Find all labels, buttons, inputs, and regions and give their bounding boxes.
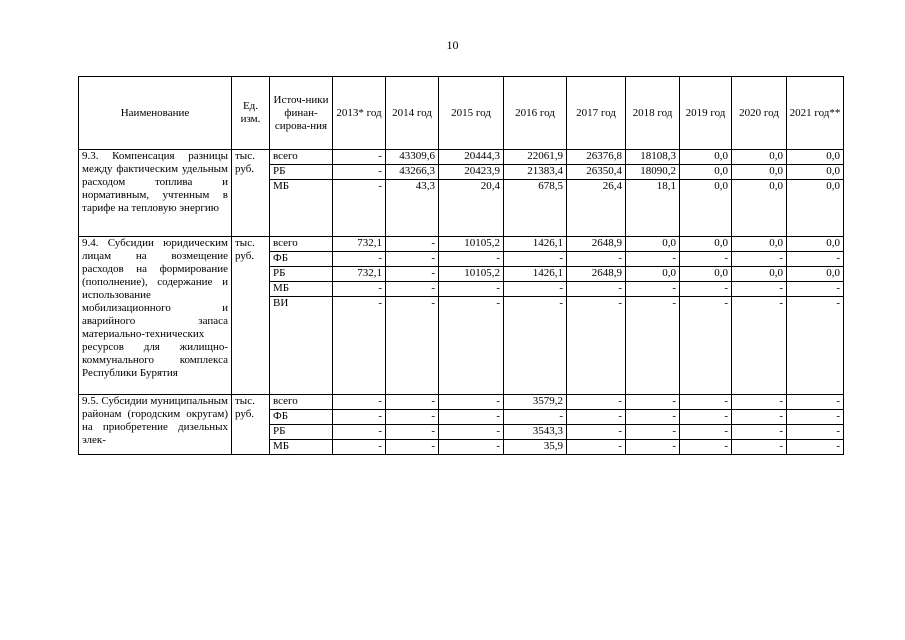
value-cell: - <box>787 395 844 410</box>
value-cell: 0,0 <box>680 180 732 237</box>
item-name-cell: 9.5. Субсидии муниципальным районам (городским округам) на приобретение дизельных элек- <box>79 395 232 455</box>
value-cell: 0,0 <box>626 237 680 252</box>
value-cell: - <box>732 410 787 425</box>
value-cell: - <box>439 440 504 455</box>
value-cell: 0,0 <box>680 237 732 252</box>
value-cell: - <box>787 252 844 267</box>
value-cell: 20444,3 <box>439 150 504 165</box>
value-cell: - <box>333 410 386 425</box>
value-cell: - <box>626 252 680 267</box>
column-header-2018: 2018 год <box>626 77 680 150</box>
table-body <box>79 150 844 455</box>
value-cell: - <box>439 395 504 410</box>
value-cell: - <box>626 440 680 455</box>
value-cell: - <box>787 410 844 425</box>
value-cell: - <box>386 410 439 425</box>
value-cell: 0,0 <box>732 267 787 282</box>
value-cell: - <box>567 425 626 440</box>
value-cell: - <box>567 252 626 267</box>
value-cell: - <box>439 297 504 395</box>
value-cell: - <box>386 440 439 455</box>
value-cell: 732,1 <box>333 267 386 282</box>
value-cell: 26376,8 <box>567 150 626 165</box>
value-cell: 0,0 <box>787 150 844 165</box>
value-cell: - <box>333 165 386 180</box>
value-cell: 0,0 <box>787 165 844 180</box>
value-cell: 3579,2 <box>504 395 567 410</box>
value-cell: 26350,4 <box>567 165 626 180</box>
page-number: 10 <box>446 38 459 52</box>
value-cell: 0,0 <box>787 237 844 252</box>
value-cell: - <box>333 440 386 455</box>
column-header-2019: 2019 год <box>680 77 732 150</box>
value-cell: - <box>732 425 787 440</box>
value-cell: - <box>386 297 439 395</box>
funding-source-cell: РБ <box>270 165 333 180</box>
budget-table <box>78 76 844 455</box>
item-name-cell: 9.4. Субсидии юридическим лицам на возмещение расходов на формирование (пополнение), содержание и использование мобилизационного и аварийного запаса материально-технических ресурсов для жилищно-коммунального комплекса Республики Бурятия <box>79 237 232 395</box>
value-cell: - <box>567 395 626 410</box>
value-cell: 20423,9 <box>439 165 504 180</box>
value-cell: 0,0 <box>680 165 732 180</box>
column-header-2013: 2013* год <box>333 77 386 150</box>
value-cell: - <box>567 297 626 395</box>
value-cell: - <box>626 410 680 425</box>
column-header-2014: 2014 год <box>386 77 439 150</box>
value-cell: - <box>439 282 504 297</box>
unit-cell: тыс. руб. <box>232 150 270 237</box>
funding-source-cell: всего <box>270 237 333 252</box>
funding-source-cell: ФБ <box>270 410 333 425</box>
value-cell: - <box>787 440 844 455</box>
value-cell: - <box>333 180 386 237</box>
value-cell: - <box>439 425 504 440</box>
column-header-source: Источ-ники финан-сирова-ния <box>270 77 333 150</box>
value-cell: - <box>333 425 386 440</box>
column-header-2021: 2021 год** <box>787 77 844 150</box>
value-cell: 2648,9 <box>567 237 626 252</box>
value-cell: - <box>680 440 732 455</box>
value-cell: - <box>680 297 732 395</box>
value-cell: - <box>626 395 680 410</box>
value-cell: - <box>567 410 626 425</box>
value-cell: 0,0 <box>626 267 680 282</box>
value-cell: - <box>504 252 567 267</box>
column-header-2015: 2015 год <box>439 77 504 150</box>
value-cell: 2648,9 <box>567 267 626 282</box>
value-cell: - <box>386 267 439 282</box>
value-cell: 0,0 <box>732 165 787 180</box>
header-row <box>79 77 844 150</box>
value-cell: - <box>626 425 680 440</box>
unit-cell: тыс. руб. <box>232 395 270 455</box>
value-cell: - <box>787 297 844 395</box>
funding-source-cell: ВИ <box>270 297 333 395</box>
value-cell: - <box>732 395 787 410</box>
funding-source-cell: РБ <box>270 267 333 282</box>
funding-source-cell: ФБ <box>270 252 333 267</box>
column-header-2016: 2016 год <box>504 77 567 150</box>
funding-source-cell: всего <box>270 150 333 165</box>
value-cell: 18,1 <box>626 180 680 237</box>
value-cell: - <box>680 410 732 425</box>
value-cell: - <box>504 297 567 395</box>
unit-cell: тыс. руб. <box>232 237 270 395</box>
value-cell: 732,1 <box>333 237 386 252</box>
value-cell: 35,9 <box>504 440 567 455</box>
value-cell: - <box>787 282 844 297</box>
funding-source-cell: РБ <box>270 425 333 440</box>
value-cell: - <box>386 237 439 252</box>
value-cell: - <box>386 425 439 440</box>
value-cell: 10105,2 <box>439 267 504 282</box>
value-cell: 18090,2 <box>626 165 680 180</box>
value-cell: 21383,4 <box>504 165 567 180</box>
value-cell: - <box>732 282 787 297</box>
value-cell: - <box>439 410 504 425</box>
value-cell: - <box>504 410 567 425</box>
value-cell: 43309,6 <box>386 150 439 165</box>
table-row <box>79 150 844 165</box>
value-cell: 0,0 <box>680 267 732 282</box>
value-cell: - <box>567 440 626 455</box>
value-cell: - <box>732 297 787 395</box>
value-cell: - <box>787 425 844 440</box>
value-cell: - <box>680 425 732 440</box>
value-cell: 43,3 <box>386 180 439 237</box>
value-cell: - <box>333 282 386 297</box>
value-cell: - <box>732 252 787 267</box>
value-cell: 0,0 <box>680 150 732 165</box>
value-cell: 1426,1 <box>504 267 567 282</box>
value-cell: 0,0 <box>787 267 844 282</box>
value-cell: - <box>567 282 626 297</box>
value-cell: 0,0 <box>732 150 787 165</box>
value-cell: 26,4 <box>567 180 626 237</box>
value-cell: 0,0 <box>787 180 844 237</box>
funding-source-cell: МБ <box>270 180 333 237</box>
value-cell: 678,5 <box>504 180 567 237</box>
value-cell: - <box>732 440 787 455</box>
value-cell: - <box>333 297 386 395</box>
column-header-unit: Ед. изм. <box>232 77 270 150</box>
value-cell: - <box>386 282 439 297</box>
value-cell: - <box>626 297 680 395</box>
table-header <box>79 77 844 150</box>
value-cell: - <box>504 282 567 297</box>
funding-source-cell: всего <box>270 395 333 410</box>
value-cell: - <box>680 395 732 410</box>
value-cell: 22061,9 <box>504 150 567 165</box>
value-cell: - <box>386 252 439 267</box>
value-cell: 18108,3 <box>626 150 680 165</box>
value-cell: 1426,1 <box>504 237 567 252</box>
value-cell: - <box>333 252 386 267</box>
value-cell: - <box>439 252 504 267</box>
value-cell: 0,0 <box>732 180 787 237</box>
table-row <box>79 237 844 252</box>
item-name-cell: 9.3. Компенсация разницы между фактическим удельным расходом топлива и нормативным, учтенным в тарифе на тепловую энергию <box>79 150 232 237</box>
value-cell: 3543,3 <box>504 425 567 440</box>
column-header-2017: 2017 год <box>567 77 626 150</box>
value-cell: - <box>680 252 732 267</box>
value-cell: 0,0 <box>732 237 787 252</box>
value-cell: - <box>626 282 680 297</box>
value-cell: 20,4 <box>439 180 504 237</box>
funding-source-cell: МБ <box>270 440 333 455</box>
value-cell: - <box>333 395 386 410</box>
column-header-name: Наименование <box>79 77 232 150</box>
value-cell: - <box>386 395 439 410</box>
funding-source-cell: МБ <box>270 282 333 297</box>
table-row <box>79 395 844 410</box>
value-cell: - <box>333 150 386 165</box>
value-cell: 10105,2 <box>439 237 504 252</box>
value-cell: - <box>680 282 732 297</box>
value-cell: 43266,3 <box>386 165 439 180</box>
column-header-2020: 2020 год <box>732 77 787 150</box>
